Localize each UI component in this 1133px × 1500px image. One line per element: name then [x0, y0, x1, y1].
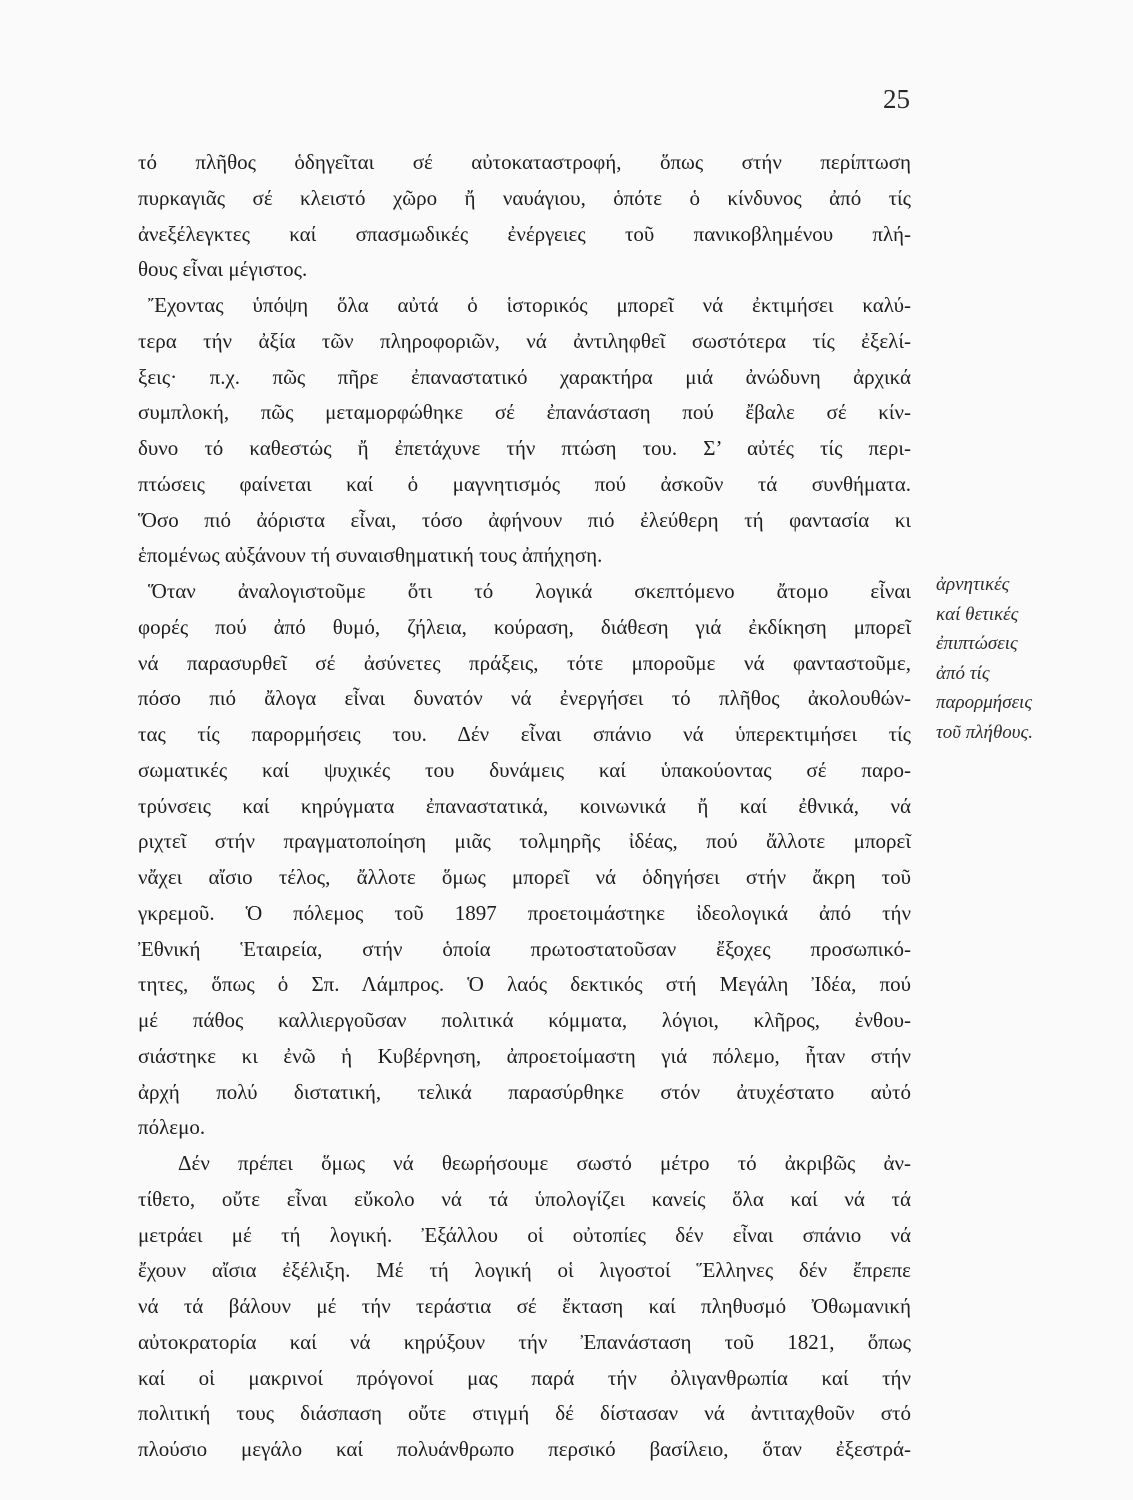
text-line: πολιτική τους διάσπαση οὔτε στιγμή δέ δίστασαν νά ἀντιταχθοῦν στό [138, 1401, 911, 1426]
text-line: ριχτεῖ στήν πραγματοποίηση μιᾶς τολμηρῆς ἰδέας, πού ἄλλοτε μπορεῖ [138, 829, 911, 854]
margin-note-line: ἀρνητικές [936, 574, 1010, 595]
text-line: Ὅταν ἀναλογιστοῦμε ὅτι τό λογικά σκεπτόμενο ἄτομο εἶναι [148, 579, 911, 603]
text-line: νά τά βάλουν μέ τήν τεράστια σέ ἔκταση καί πληθυσμό Ὀθωμανική [138, 1294, 911, 1318]
text-line: ἑπομένως αὐξάνουν τή συναισθηματική τους ἀπήχηση. [138, 543, 603, 568]
text-line: Ἔχοντας ὑπόψη ὅλα αὐτά ὁ ἱστορικός μπορεῖ νά ἐκτιμήσει καλύ- [148, 293, 911, 317]
text-line: πτώσεις φαίνεται καί ὁ μαγνητισμός πού ἀσκοῦν τά συνθήματα. [138, 471, 911, 496]
text-line: Ἐθνική Ἑταιρεία, στήν ὁποία πρωτοστατοῦσαν ἔξοχες προσωπικό- [138, 936, 911, 961]
margin-note-line: ἀπό τίς [936, 662, 990, 684]
margin-note-line: ἐπιπτώσεις [936, 633, 1018, 654]
text-line: ἔχουν αἴσια ἐξέλιξη. Μέ τή λογική οἱ λιγοστοί Ἕλληνες δέν ἔπρεπε [138, 1258, 911, 1283]
text-line: θους εἶναι μέγιστος. [138, 257, 308, 282]
text-line: ἀρχή πολύ διστατική, τελικά παρασύρθηκε στόν ἀτυχέστατο αὐτό [138, 1079, 911, 1104]
text-line: νἄχει αἴσιο τέλος, ἄλλοτε ὅμως μπορεῖ νά ὁδηγήσει στήν ἄκρη τοῦ [138, 865, 911, 889]
text-line: Ὅσο πιό ἀόριστα εἶναι, τόσο ἀφήνουν πιό ἐλεύθερη τή φαντασία κι [138, 507, 911, 532]
text-line: πόλεμο. [138, 1115, 206, 1140]
text-line: φορές πού ἀπό θυμό, ζήλεια, κούραση, διάθεση γιά ἐκδίκηση μπορεῖ [138, 614, 911, 639]
text-line: τίθετο, οὔτε εἶναι εὔκολο νά τά ὑπολογίζει κανείς ὅλα καί νά τά [138, 1186, 911, 1211]
text-line: πόσο πιό ἄλογα εἶναι δυνατόν νά ἐνεργήσει τό πλῆθος ἀκολουθών- [138, 686, 911, 711]
margin-note-line: τοῦ πλήθους. [936, 721, 1033, 743]
text-line: σωματικές καί ψυχικές του δυνάμεις καί ὑπακούοντας σέ παρο- [138, 757, 911, 782]
text-line: ξεις· π.χ. πῶς πῆρε ἐπαναστατικό χαρακτήρα μιά ἀνώδυνη ἀρχικά [138, 364, 911, 389]
text-line: καί οἱ μακρινοί πρόγονοί μας παρά τήν ὀλιγανθρωπία καί τήν [138, 1365, 911, 1390]
text-line: συμπλοκή, πῶς μεταμορφώθηκε σέ ἐπανάσταση πού ἔβαλε σέ κίν- [138, 400, 911, 425]
text-line: τρύνσεις καί κηρύγματα ἐπαναστατικά, κοινωνικά ἤ καί ἐθνικά, νά [138, 793, 911, 818]
text-line: τερα τήν ἀξία τῶν πληροφοριῶν, νά ἀντιληφθεῖ σωστότερα τίς ἐξελί- [138, 328, 911, 353]
body-text [138, 145, 911, 1468]
text-line: μετράει μέ τή λογική. Ἐξάλλου οἱ οὐτοπίες δέν εἶναι σπάνιο νά [138, 1222, 911, 1247]
text-line: σιάστηκε κι ἐνῶ ἡ Κυβέρνηση, ἀπροετοίμαστη γιά πόλεμο, ἦταν στήν [138, 1043, 911, 1068]
text-line: τητες, ὅπως ὁ Σπ. Λάμπρος. Ὁ λαός δεκτικός στή Μεγάλη Ἰδέα, πού [138, 972, 911, 997]
page-number: 25 [883, 84, 910, 114]
text-line: Δέν πρέπει ὅμως νά θεωρήσουμε σωστό μέτρο τό ἀκριβῶς ἀν- [178, 1151, 911, 1175]
text-line: δυνο τό καθεστώς ἤ ἐπετάχυνε τήν πτώση του. Σ’ αὐτές τίς περι- [138, 436, 911, 460]
text-line: πλούσιο μεγάλο καί πολυάνθρωπο περσικό βασίλειο, ὅταν ἐξεστρά- [138, 1437, 911, 1461]
text-line: τας τίς παρορμήσεις του. Δέν εἶναι σπάνιο νά ὑπερεκτιμήσει τίς [138, 722, 911, 746]
text-line: μέ πάθος καλλιεργοῦσαν πολιτικά κόμματα, λόγιοι, κλῆρος, ἐνθου- [138, 1008, 911, 1032]
margin-note [936, 570, 1096, 747]
text-line: γκρεμοῦ. Ὁ πόλεμος τοῦ 1897 προετοιμάστηκε ἰδεολογικά ἀπό τήν [138, 900, 911, 925]
margin-note-line: παρορμήσεις [936, 692, 1033, 713]
margin-note-line: καί θετικές [936, 603, 1019, 625]
text-line: πυρκαγιᾶς σέ κλειστό χῶρο ἤ ναυάγιου, ὁπότε ὁ κίνδυνος ἀπό τίς [138, 185, 911, 210]
text-line: νά παρασυρθεῖ σέ ἀσύνετες πράξεις, τότε μποροῦμε νά φανταστοῦμε, [138, 650, 911, 675]
text-line: τό πλῆθος ὁδηγεῖται σέ αὐτοκαταστροφή, ὅπως στήν περίπτωση [138, 150, 911, 174]
text-line: ἀνεξέλεγκτες καί σπασμωδικές ἐνέργειες τοῦ πανικοβλημένου πλή- [138, 221, 911, 246]
text-line: αὐτοκρατορία καί νά κηρύξουν τήν Ἐπανάσταση τοῦ 1821, ὅπως [138, 1329, 911, 1354]
